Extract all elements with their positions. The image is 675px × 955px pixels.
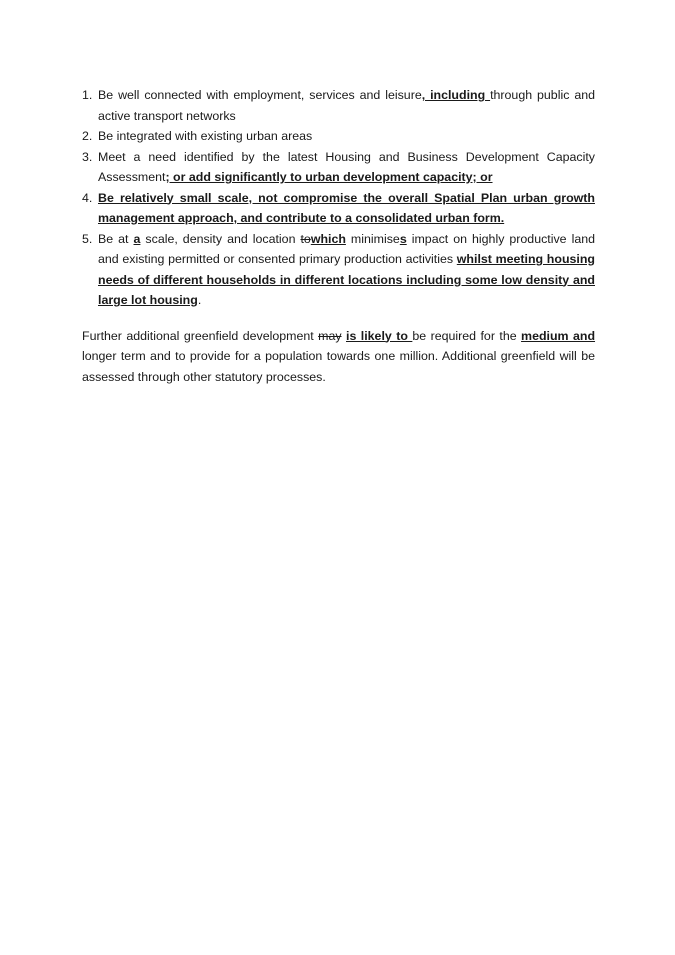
item-text bbox=[98, 85, 595, 126]
inserted-text: ; or add significantly to urban development capacity; or bbox=[165, 170, 493, 184]
text-run: scale, density and location bbox=[140, 231, 301, 246]
text-run: Be integrated with existing urban areas bbox=[98, 129, 313, 143]
criteria-item bbox=[82, 85, 595, 126]
deleted-text: may bbox=[318, 328, 342, 343]
item-number: 1. bbox=[82, 88, 93, 102]
item-text bbox=[98, 147, 595, 188]
text-run: Meet a need identified by the latest Housing and Business Development Capacity Assessment bbox=[98, 149, 595, 184]
criteria-item bbox=[82, 147, 595, 188]
inserted-text: medium and bbox=[521, 328, 596, 343]
inserted-text: is likely to bbox=[346, 328, 413, 343]
text-run: minimise bbox=[345, 231, 400, 246]
text-run: through public and active transport networks bbox=[98, 88, 595, 123]
criteria-item bbox=[82, 229, 595, 311]
item-text bbox=[98, 188, 595, 229]
text-run: be required for the bbox=[412, 328, 522, 343]
item-number: 5. bbox=[82, 231, 93, 246]
inserted-text: Be relatively small scale, not compromise the overall Spatial Plan urban growth management approach, and contribute to a consolidated urban form. bbox=[98, 190, 595, 225]
text-run: longer term and to provide for a population towards one million. Additional greenfield will be assessed through other statutory processes. bbox=[82, 349, 595, 384]
inserted-text: , including bbox=[421, 88, 491, 102]
inserted-text: a bbox=[133, 231, 141, 246]
text-run: impact on highly productive land and existing permitted or consented primary production activities bbox=[98, 231, 595, 266]
item-text bbox=[98, 229, 595, 311]
item-number: 4. bbox=[82, 190, 93, 205]
inserted-text: whilst meeting housing needs of different households in different locations including some low density and large lot housing bbox=[98, 252, 595, 307]
item-number: 2. bbox=[82, 129, 93, 143]
criteria-list bbox=[82, 85, 595, 311]
deleted-text: to bbox=[300, 231, 311, 246]
document-body bbox=[82, 85, 595, 387]
text-run: Be well connected with employment, services and leisure bbox=[98, 88, 422, 102]
greenfield-paragraph bbox=[82, 326, 595, 388]
text-run: . bbox=[197, 293, 202, 307]
inserted-text: s bbox=[399, 231, 407, 246]
text-run: Be at bbox=[98, 231, 134, 246]
criteria-item bbox=[82, 188, 595, 229]
text-run: Further additional greenfield development bbox=[82, 328, 319, 343]
inserted-text: which bbox=[310, 231, 346, 246]
item-text bbox=[98, 126, 595, 147]
criteria-item bbox=[82, 126, 595, 147]
item-number: 3. bbox=[82, 149, 93, 164]
